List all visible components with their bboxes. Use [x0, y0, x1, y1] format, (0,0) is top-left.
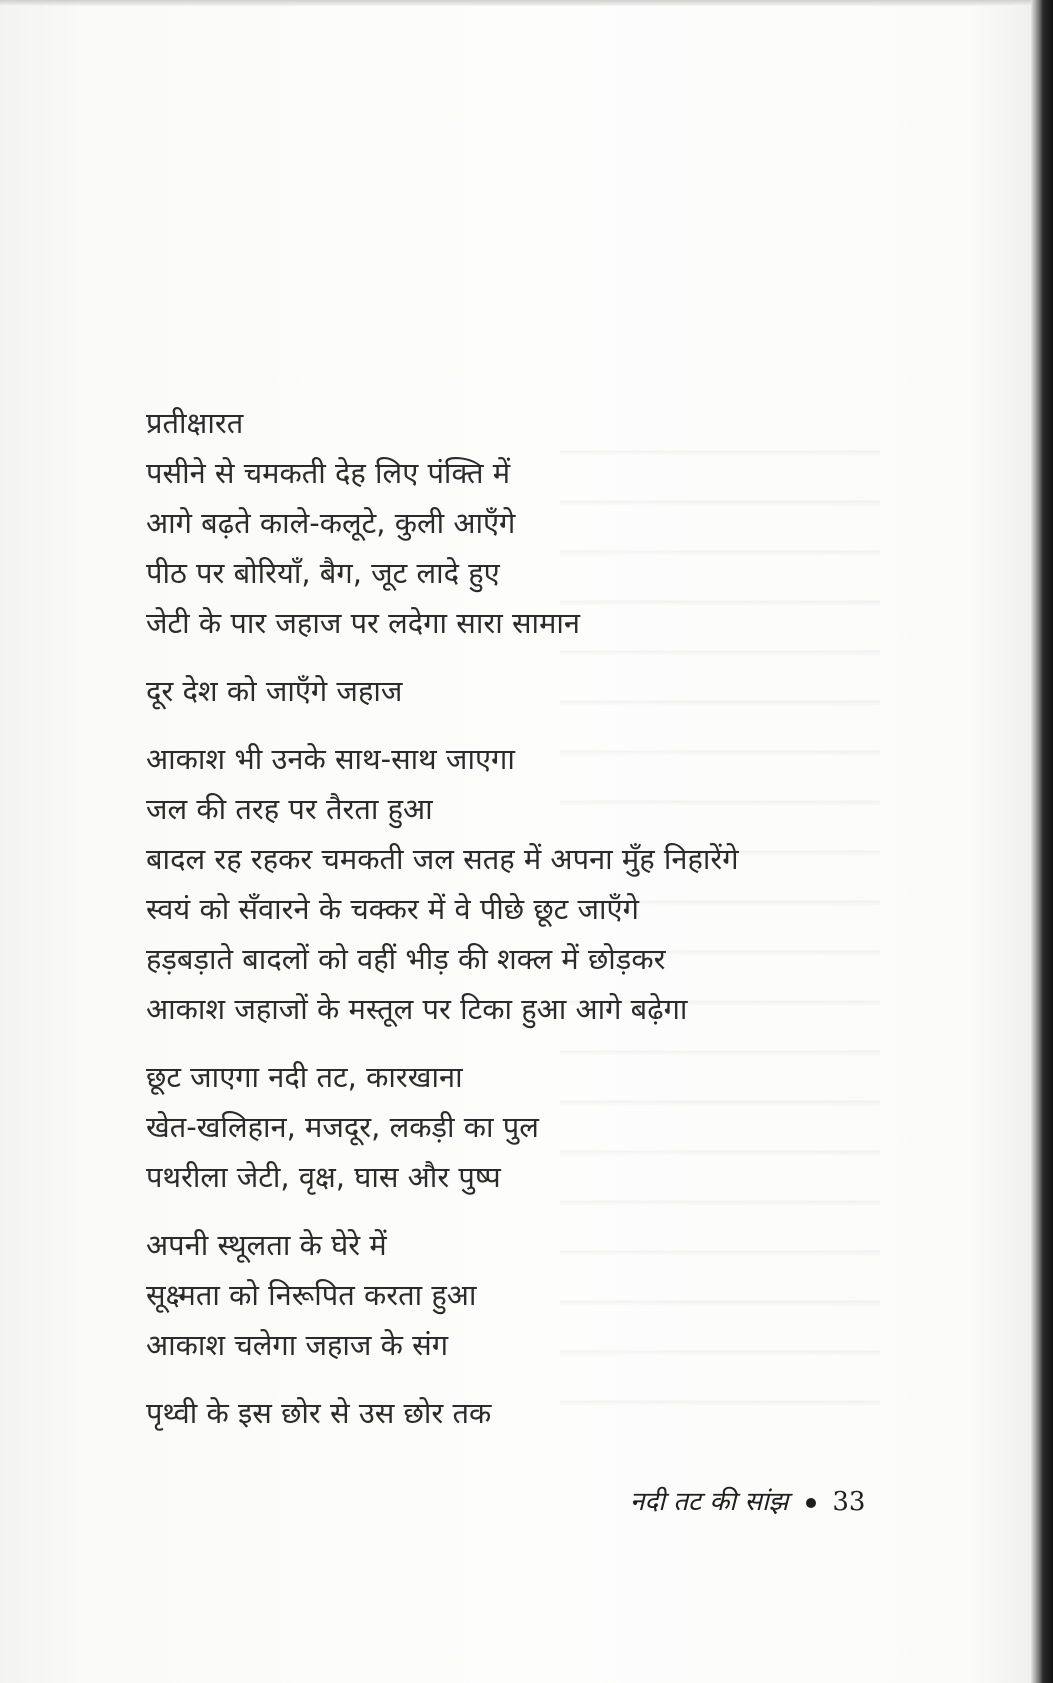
- poem-line: सूक्ष्मता को निरूपित करता हुआ: [146, 1278, 477, 1312]
- poem-line: पथरीला जेटी, वृक्ष, घास और पुष्प: [146, 1160, 501, 1194]
- stanza-break: [146, 1034, 886, 1052]
- poem-line: पीठ पर बोरियाँ, बैग, जूट लादे हुए: [146, 556, 500, 590]
- poem-line: प्रतीक्षारत: [146, 406, 244, 440]
- stanza-break: [146, 716, 886, 734]
- poem-line: आकाश भी उनके साथ-साथ जाएगा: [146, 742, 515, 776]
- poem-line: जल की तरह पर तैरता हुआ: [146, 792, 433, 826]
- running-footer: [630, 1482, 910, 1518]
- poem-line: पृथ्वी के इस छोर से उस छोर तक: [146, 1396, 492, 1430]
- poem-line: आकाश जहाजों के मस्तूल पर टिका हुआ आगे बढ़ेगा: [146, 992, 688, 1026]
- poem-line: आकाश चलेगा जहाज के संग: [146, 1328, 449, 1362]
- page-top-edge: [0, 0, 1053, 6]
- poem-line: हड़बड़ाते बादलों को वहीं भीड़ की शक्ल में छोड़कर: [146, 942, 666, 976]
- poem-line: खेत-खलिहान, मजदूर, लकड़ी का पुल: [146, 1110, 539, 1144]
- poem-line: बादल रह रहकर चमकती जल सतह में अपना मुँह निहारेंगे: [146, 842, 739, 876]
- stanza-break: [146, 1370, 886, 1388]
- poem-line: आगे बढ़ते काले-कलूटे, कुली आएँगे: [146, 506, 516, 540]
- poem-body: [146, 398, 886, 1438]
- poem-line: जेटी के पार जहाज पर लदेगा सारा सामान: [146, 606, 581, 640]
- poem-line: छूट जाएगा नदी तट, कारखाना: [146, 1060, 463, 1094]
- book-binding-edge: [1031, 0, 1053, 1683]
- poem-line: पसीने से चमकती देह लिए पंक्ति में: [146, 456, 511, 490]
- page-number: 33: [832, 1487, 866, 1517]
- stanza-break: [146, 1202, 886, 1220]
- bullet-separator-icon: [806, 1498, 816, 1508]
- poem-line: दूर देश को जाएँगे जहाज: [146, 674, 403, 708]
- stanza-break: [146, 648, 886, 666]
- poem-line: स्वयं को सँवारने के चक्कर में वे पीछे छूट जाएँगे: [146, 892, 639, 926]
- book-title: नदी तट की सांझ: [630, 1487, 789, 1517]
- poem-line: अपनी स्थूलता के घेरे में: [146, 1228, 387, 1262]
